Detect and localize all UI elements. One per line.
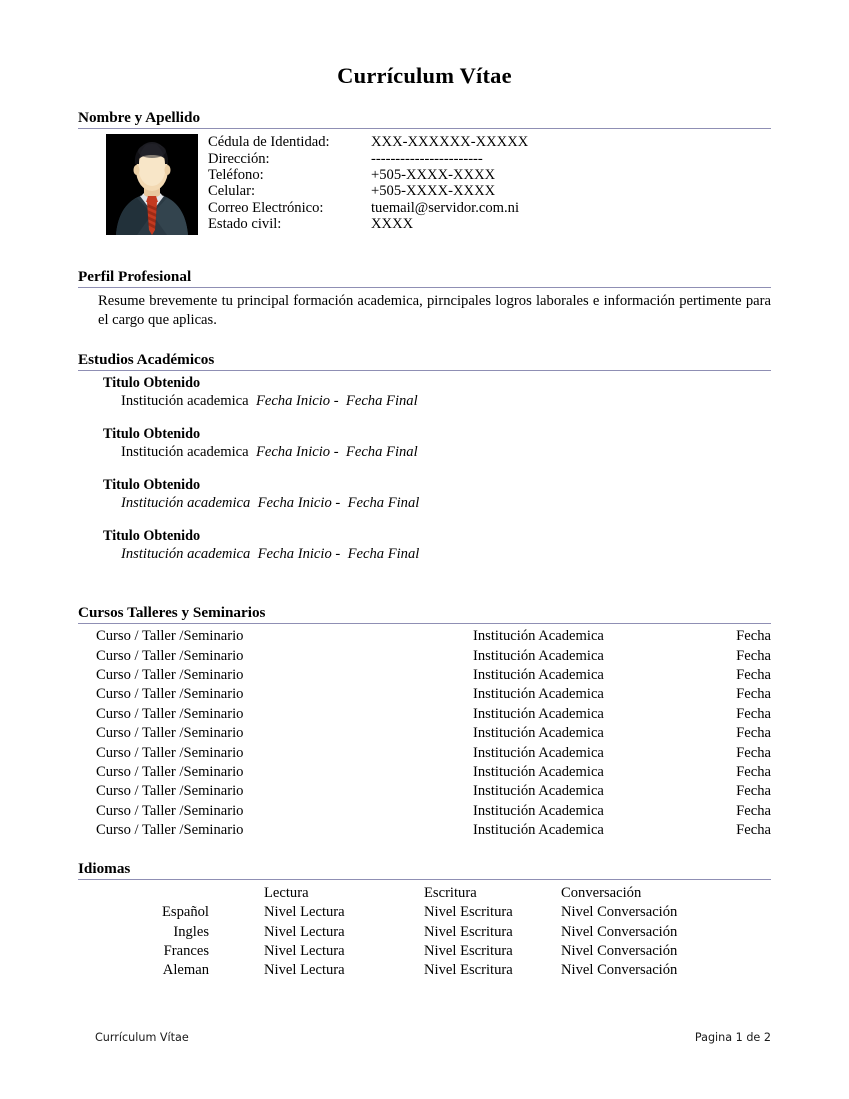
idioma-escritura: Nivel Escritura (424, 904, 513, 921)
curso-nombre: Curso / Taller /Seminario (96, 647, 244, 664)
info-label: Correo Electrónico: (208, 199, 324, 216)
curso-fecha: Fecha (736, 802, 771, 819)
list-item (78, 374, 771, 411)
table-row (96, 724, 771, 743)
estudio-titulo: Titulo Obtenido (103, 375, 201, 392)
person-avatar (106, 134, 198, 235)
curso-institucion: Institución Academica (473, 686, 604, 703)
estudio-detalle (121, 494, 771, 513)
info-value: tuemail@servidor.com.ni (371, 199, 519, 216)
curso-nombre: Curso / Taller /Seminario (96, 725, 244, 742)
idiomas-table (78, 884, 741, 980)
curso-fecha: Fecha (736, 822, 771, 839)
estudio-fecha-final: Fecha Final (347, 495, 420, 512)
estudio-institucion: Institución academica (121, 444, 249, 461)
curso-fecha: Fecha (736, 783, 771, 800)
info-row (208, 183, 528, 199)
curso-institucion: Institución Academica (473, 744, 604, 761)
idioma-lectura: Nivel Lectura (264, 942, 345, 959)
idioma-escritura: Nivel Escritura (424, 942, 513, 959)
table-row (96, 744, 771, 763)
info-row (208, 216, 528, 232)
table-row (96, 763, 771, 782)
idioma-lectura: Nivel Lectura (264, 923, 345, 940)
curso-nombre: Curso / Taller /Seminario (96, 628, 244, 645)
idioma-conversacion: Nivel Conversación (561, 923, 678, 940)
column-header-escritura: Escritura (424, 885, 477, 902)
footer-page-number: Pagina 1 de 2 (694, 1031, 771, 1044)
estudio-detalle (121, 443, 771, 462)
estudio-separador: - (333, 444, 339, 461)
curso-fecha: Fecha (736, 725, 771, 742)
table-row (78, 961, 741, 980)
page-title: Currículum Vítae (337, 63, 512, 88)
curso-nombre: Curso / Taller /Seminario (96, 666, 244, 683)
table-row (96, 685, 771, 704)
info-value: ----------------------- (371, 150, 483, 167)
curso-nombre: Curso / Taller /Seminario (96, 802, 244, 819)
info-label: Dirección: (208, 150, 270, 167)
curso-institucion: Institución Academica (473, 783, 604, 800)
section-heading-estudios: Estudios Académicos (78, 351, 215, 368)
section-idiomas (78, 861, 771, 980)
column-header-lectura: Lectura (264, 885, 309, 902)
info-value: +505-XXXX-XXXX (371, 183, 496, 200)
table-row (96, 647, 771, 666)
column-header-idioma (78, 884, 209, 903)
estudio-titulo: Titulo Obtenido (103, 528, 201, 545)
info-value: XXXX (371, 216, 414, 233)
curso-nombre: Curso / Taller /Seminario (96, 822, 244, 839)
estudio-titulo: Titulo Obtenido (103, 477, 201, 494)
table-row (78, 942, 741, 961)
curso-nombre: Curso / Taller /Seminario (96, 705, 244, 722)
idioma-nombre: Español (161, 904, 209, 921)
curso-institucion: Institución Academica (473, 802, 604, 819)
section-heading-cursos: Cursos Talleres y Seminarios (78, 604, 266, 621)
column-header-conversacion: Conversación (561, 885, 642, 902)
curso-institucion: Institución Academica (473, 628, 604, 645)
curso-fecha: Fecha (736, 763, 771, 780)
section-nombre-y-apellido (78, 110, 771, 235)
info-value: +505-XXXX-XXXX (371, 166, 496, 183)
list-item (78, 527, 771, 564)
idioma-conversacion: Nivel Conversación (561, 904, 678, 921)
list-item (78, 476, 771, 513)
curso-institucion: Institución Academica (473, 763, 604, 780)
curso-nombre: Curso / Taller /Seminario (96, 783, 244, 800)
section-heading-perfil: Perfil Profesional (78, 268, 192, 285)
info-label: Teléfono: (208, 166, 264, 183)
table-row (96, 821, 771, 840)
estudio-fecha-final: Fecha Final (345, 444, 418, 461)
section-heading-idiomas: Idiomas (78, 860, 131, 877)
curso-nombre: Curso / Taller /Seminario (96, 763, 244, 780)
section-estudios-academicos (78, 352, 771, 564)
curso-institucion: Institución Academica (473, 647, 604, 664)
estudio-fecha-inicio: Fecha Inicio (257, 495, 332, 512)
personal-info-table (208, 134, 528, 232)
info-label: Estado civil: (208, 216, 282, 233)
info-row (208, 200, 528, 216)
estudio-separador: - (335, 495, 341, 512)
footer-left-text: Currículum Vítae (95, 1031, 189, 1044)
curso-institucion: Institución Academica (473, 705, 604, 722)
table-header-row (78, 884, 741, 903)
idioma-nombre: Aleman (162, 961, 209, 978)
curso-nombre: Curso / Taller /Seminario (96, 744, 244, 761)
idioma-conversacion: Nivel Conversación (561, 961, 678, 978)
personal-info-block (78, 134, 771, 235)
idioma-nombre: Frances (163, 942, 209, 959)
idioma-lectura: Nivel Lectura (264, 961, 345, 978)
estudios-list (78, 374, 771, 564)
estudio-titulo: Titulo Obtenido (103, 426, 201, 443)
section-divider (78, 128, 771, 129)
section-heading-nombre: Nombre y Apellido (78, 109, 201, 126)
curso-institucion: Institución Academica (473, 725, 604, 742)
info-label: Cédula de Identidad: (208, 134, 330, 151)
estudio-fecha-final: Fecha Final (347, 546, 420, 563)
idioma-conversacion: Nivel Conversación (561, 942, 678, 959)
info-row (208, 151, 528, 167)
curso-institucion: Institución Academica (473, 822, 604, 839)
curso-fecha: Fecha (736, 705, 771, 722)
cursos-table (96, 627, 771, 840)
section-perfil-profesional (78, 269, 771, 330)
perfil-paragraph: Resume brevemente tu principal formación academica, pirncipales logros laborales e información pertimente para el cargo que aplicas. (98, 293, 771, 329)
info-row (208, 167, 528, 183)
section-divider (78, 370, 771, 371)
estudio-detalle (121, 392, 771, 411)
estudio-institucion: Institución academica (121, 546, 251, 563)
curso-fecha: Fecha (736, 647, 771, 664)
curso-fecha: Fecha (736, 744, 771, 761)
section-divider (78, 879, 771, 880)
estudio-detalle (121, 545, 771, 564)
page-footer (95, 1031, 771, 1044)
section-divider (78, 623, 771, 624)
curso-fecha: Fecha (736, 628, 771, 645)
list-item (78, 425, 771, 462)
estudio-separador: - (333, 393, 339, 410)
estudio-separador: - (335, 546, 341, 563)
idioma-escritura: Nivel Escritura (424, 961, 513, 978)
table-row (96, 705, 771, 724)
table-row (96, 782, 771, 801)
idioma-nombre: Ingles (173, 923, 209, 940)
idioma-lectura: Nivel Lectura (264, 904, 345, 921)
curso-fecha: Fecha (736, 686, 771, 703)
table-row (78, 903, 741, 922)
curso-institucion: Institución Academica (473, 666, 604, 683)
estudio-fecha-inicio: Fecha Inicio (257, 546, 332, 563)
table-row (96, 627, 771, 646)
idioma-escritura: Nivel Escritura (424, 923, 513, 940)
table-row (96, 666, 771, 685)
estudio-institucion: Institución academica (121, 393, 249, 410)
table-row (96, 802, 771, 821)
curso-nombre: Curso / Taller /Seminario (96, 686, 244, 703)
info-row (208, 134, 528, 150)
curso-fecha: Fecha (736, 666, 771, 683)
section-cursos-talleres-seminarios (78, 605, 771, 841)
estudio-fecha-inicio: Fecha Inicio (255, 393, 331, 410)
estudio-fecha-final: Fecha Final (345, 393, 418, 410)
section-divider (78, 287, 771, 288)
info-value: XXX-XXXXXX-XXXXX (371, 134, 529, 151)
table-row (78, 923, 741, 942)
estudio-fecha-inicio: Fecha Inicio (255, 444, 331, 461)
estudio-institucion: Institución academica (121, 495, 251, 512)
info-label: Celular: (208, 183, 256, 200)
